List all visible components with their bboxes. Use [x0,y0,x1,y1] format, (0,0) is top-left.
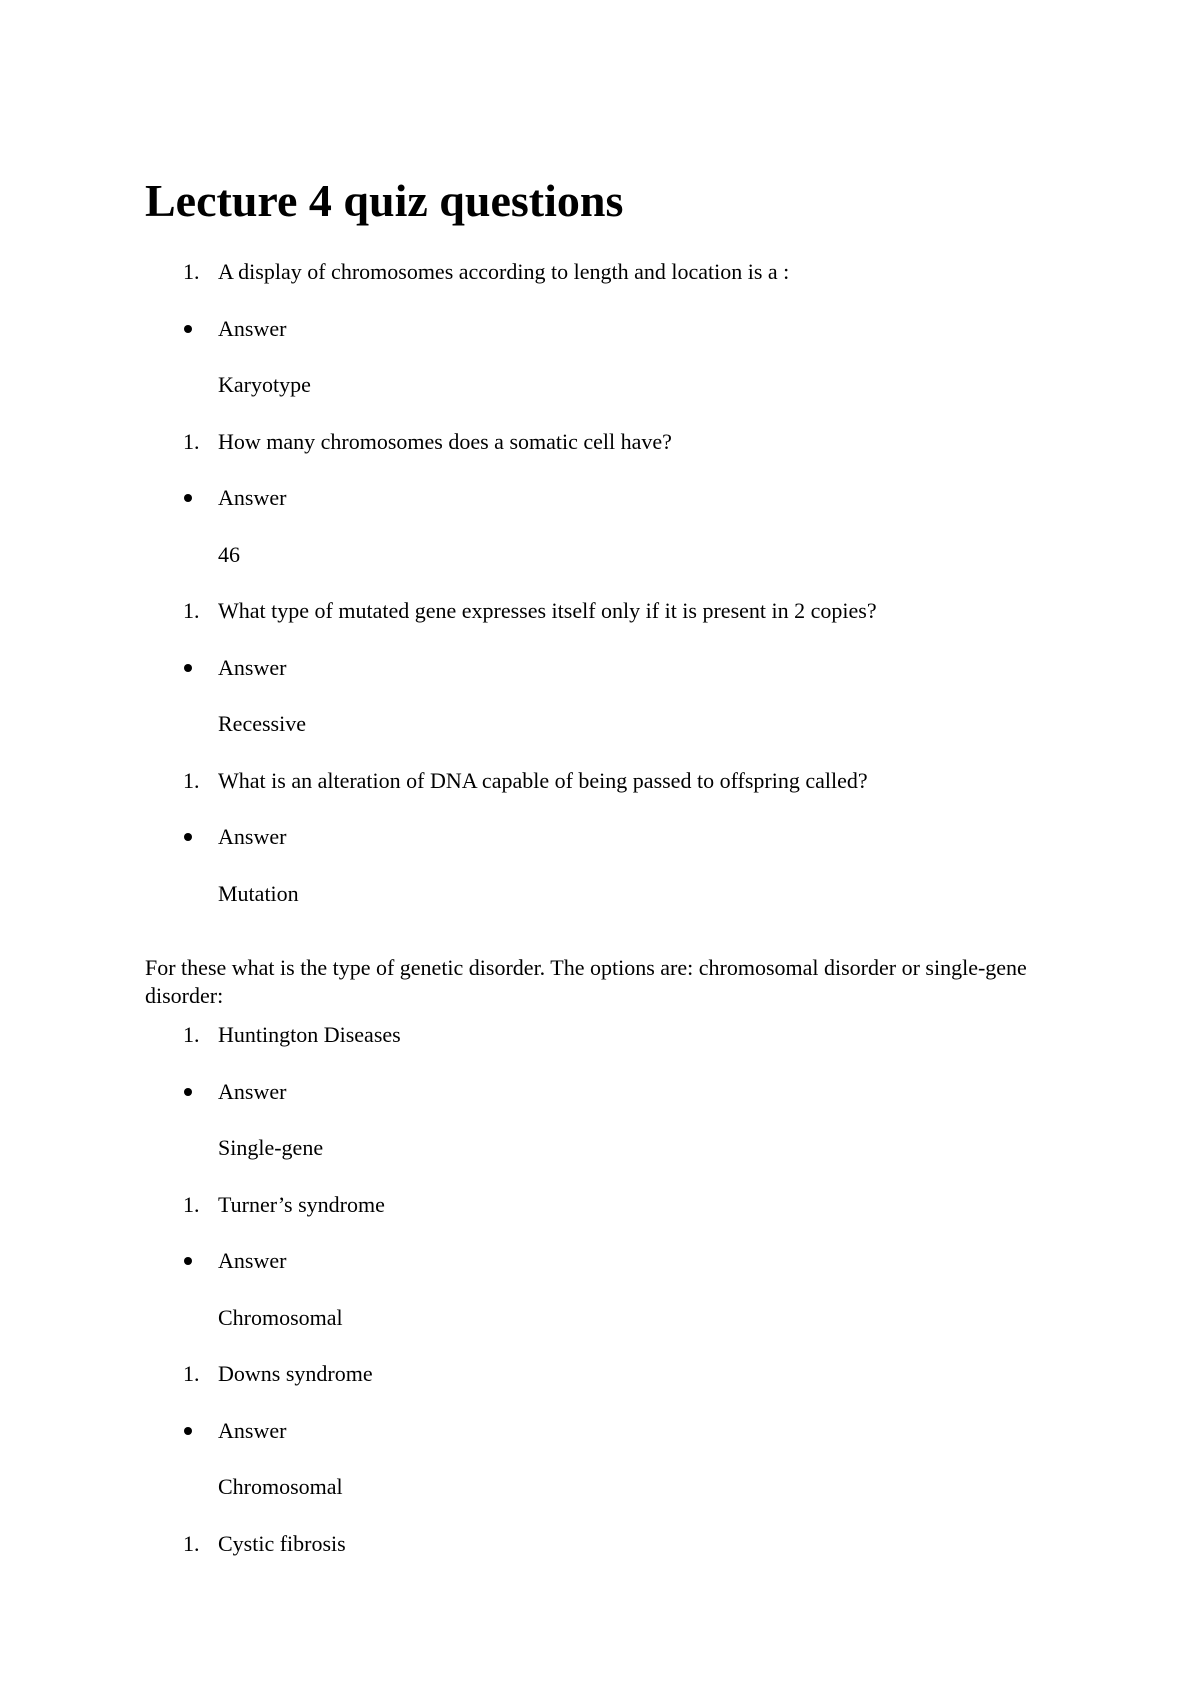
list-number: 1. [183,259,200,284]
answer-label: Answer [218,824,287,849]
list-number: 1. [183,1022,200,1047]
answer-text: Mutation [218,881,299,906]
list-number: 1. [183,598,200,623]
bullet-icon [184,664,192,672]
bullet-icon [184,325,192,333]
answer-label: Answer [218,316,287,341]
page-title: Lecture 4 quiz questions [145,175,624,226]
answer-text: Recessive [218,711,306,736]
answer-text: Chromosomal [218,1474,343,1499]
bullet-icon [184,833,192,841]
bullet-icon [184,1257,192,1265]
question-text: What is an alteration of DNA capable of being passed to offspring called? [218,768,868,793]
list-number: 1. [183,1531,200,1556]
question-text: A display of chromosomes according to length and location is a : [218,259,790,284]
list-number: 1. [183,768,200,793]
bullet-icon [184,1427,192,1435]
answer-label: Answer [218,655,287,680]
question-text: Cystic fibrosis [218,1531,346,1556]
answer-text: Karyotype [218,372,311,397]
list-number: 1. [183,1361,200,1386]
question-text: Huntington Diseases [218,1022,401,1047]
answer-text: Single-gene [218,1135,324,1160]
answer-label: Answer [218,485,287,510]
bullet-icon [184,494,192,502]
question-text: What type of mutated gene expresses itself only if it is present in 2 copies? [218,598,877,623]
answer-label: Answer [218,1248,287,1273]
answer-label: Answer [218,1079,287,1104]
answer-text: Chromosomal [218,1305,343,1330]
list-number: 1. [183,1192,200,1217]
list-number: 1. [183,429,200,454]
question-text: Turner’s syndrome [218,1192,385,1217]
section-intro: For these what is the type of genetic disorder. The options are: chromosomal disorder or single-gene disorder: [145,955,1027,1008]
answer-label: Answer [218,1418,287,1443]
question-text: Downs syndrome [218,1361,373,1386]
answer-text: 46 [218,542,240,567]
bullet-icon [184,1088,192,1096]
question-text: How many chromosomes does a somatic cell have? [218,429,672,454]
